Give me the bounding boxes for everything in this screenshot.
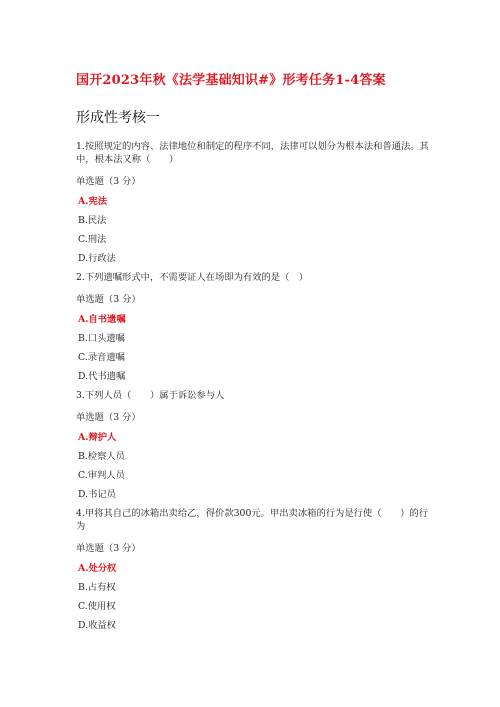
option-d: D.收益权	[78, 620, 116, 631]
question-2	[76, 271, 436, 383]
option-a-correct: A.处分权	[78, 563, 117, 574]
question-type: 单选题（3 分）	[76, 176, 141, 187]
option-c: C.使用权	[78, 601, 116, 612]
question-type: 单选题（3 分）	[76, 294, 141, 305]
option-d: D.代书遗嘱	[78, 371, 126, 382]
question-4	[76, 507, 436, 632]
option-b: B.民法	[78, 215, 107, 226]
option-b: B.口头遗嘱	[78, 333, 125, 344]
document-title: 国开2023年秋《法学基础知识#》形考任务1-4答案	[76, 73, 386, 88]
option-a-correct: A.辩护人	[78, 432, 117, 443]
question-3	[76, 389, 436, 501]
option-c: C.刑法	[78, 234, 107, 245]
question-type: 单选题（3 分）	[76, 412, 141, 423]
option-a-correct: A.宪法	[78, 196, 108, 207]
question-text: 4.甲将其自己的冰箱出卖给乙，得价款300元。甲出卖冰箱的行为是行使（ ）的行为	[76, 508, 429, 532]
section-title: 形成性考核一	[76, 110, 160, 126]
question-type: 单选题（3 分）	[76, 543, 141, 554]
question-text: 2.下列遗嘱形式中，不需要证人在场即为有效的是（ ）	[76, 272, 308, 283]
option-c: C.审判人员	[78, 470, 125, 481]
option-a-correct: A.自书遗嘱	[78, 314, 126, 325]
option-d: D.书记员	[78, 489, 116, 500]
option-b: B.检察人员	[78, 451, 125, 462]
option-b: B.占有权	[78, 582, 116, 593]
option-d: D.行政法	[78, 253, 116, 264]
option-c: C.录音遗嘱	[78, 352, 125, 363]
question-list	[76, 140, 436, 638]
question-text: 1.按照规定的内容、法律地位和制定的程序不同，法律可以划分为根本法和普通法。其中，根本法又称（ ）	[76, 141, 429, 165]
question-text: 3.下列人员（ ）属于诉讼参与人	[76, 390, 225, 401]
question-1	[76, 140, 436, 265]
